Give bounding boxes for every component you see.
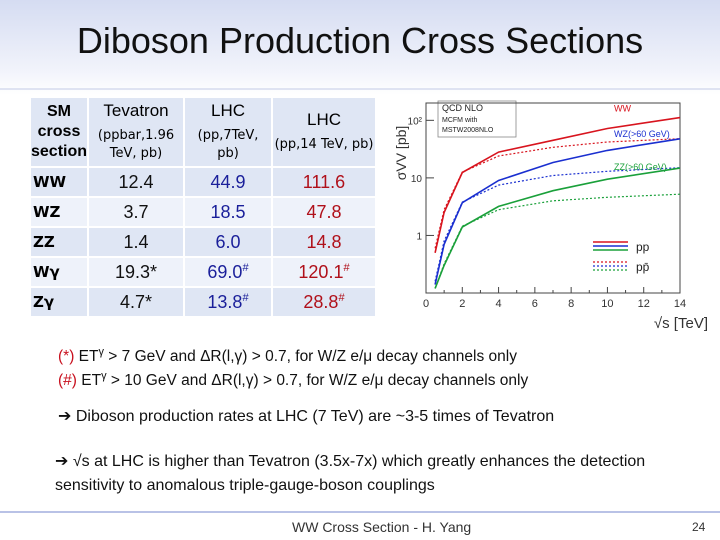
series-label: WZ(>60 GeV): [614, 128, 670, 139]
bullet-text: Diboson production rates at LHC (7 TeV) are ~3-5 times of Tevatron: [71, 408, 555, 425]
footnote-et: ET: [76, 372, 102, 390]
footnote-hash: [58, 370, 528, 390]
value-cell: 14.8: [272, 227, 376, 257]
y-tick-label: 10²: [407, 116, 422, 128]
value-cell: 44.9: [184, 167, 272, 197]
footnote-mark: #: [338, 291, 345, 304]
value-cell: 18.5: [184, 197, 272, 227]
plot-svg: [388, 95, 718, 335]
bullet-text: √s at LHC is higher than Tevatron (3.5x-7x) which greatly enhances the detection sensitivity to anomalous triple-gauge-boson couplings: [55, 453, 646, 494]
value-cell: 111.6: [272, 167, 376, 197]
legend-line: MSTW2008NLO: [442, 127, 494, 134]
table-corner-label: SM cross section: [31, 103, 88, 160]
table-row: [30, 257, 376, 287]
page-number: 24: [692, 520, 706, 534]
footnote-sup: γ: [101, 370, 107, 382]
arrow-icon: ➔: [55, 453, 69, 470]
footnote-text: > 10 GeV and ΔR(l,γ) > 0.7, for W/Z e/μ decay channels only: [106, 372, 529, 390]
x-tick-label: 6: [531, 298, 538, 310]
column-header-name: LHC: [306, 110, 341, 129]
cross-section-plot: [388, 95, 718, 335]
x-tick-label: 2: [459, 298, 466, 310]
value-cell: 12.4: [88, 167, 184, 197]
pp-legend: [593, 240, 650, 274]
value-cell: [184, 287, 272, 317]
value-text: 120.1: [298, 261, 344, 282]
value-cell: [272, 257, 376, 287]
value-text: 28.8: [303, 291, 339, 312]
process-cell: WZ: [30, 197, 88, 227]
value-cell: 47.8: [272, 197, 376, 227]
footnote-text: > 7 GeV and ΔR(l,γ) > 0.7, for W/Z e/μ decay channels only: [103, 348, 517, 366]
footer-divider: [0, 511, 720, 513]
column-header-sub: (pp,7TeV, pb): [197, 128, 259, 161]
process-cell: ZZ: [30, 227, 88, 257]
footnote-star: [58, 346, 517, 366]
column-header-name: LHC: [210, 101, 245, 120]
table-corner-cell: [30, 97, 88, 167]
plot-legend-box: [438, 101, 516, 137]
plot-series-labels: [614, 104, 670, 173]
legend-line: MCFM with: [442, 117, 478, 124]
value-text: 13.8: [207, 291, 243, 312]
value-cell: 4.7*: [88, 287, 184, 317]
footnote-mark: #: [242, 291, 249, 304]
plot-ylabel: σVV [pb]: [393, 125, 409, 181]
title-divider: [0, 88, 720, 90]
value-cell: [272, 287, 376, 317]
x-tick-label: 10: [601, 298, 614, 310]
table-row: [30, 167, 376, 197]
x-tick-label: 12: [637, 298, 650, 310]
table-row: [30, 227, 376, 257]
conclusion-bullet-1: [58, 406, 554, 426]
legend-line: QCD NLO: [442, 103, 484, 113]
table-row: [30, 197, 376, 227]
value-cell: 1.4: [88, 227, 184, 257]
x-tick-label: 4: [495, 298, 502, 310]
cross-section-table: [30, 97, 376, 317]
column-header-lhc7: [184, 97, 272, 167]
series-label: ZZ(>60 GeV): [614, 162, 667, 173]
y-tick-label: 10: [410, 173, 422, 185]
footnote-mark: #: [343, 261, 350, 274]
process-cell: Zγ: [30, 287, 88, 317]
column-header-name: Tevatron: [103, 101, 169, 120]
value-text: 69.0: [207, 261, 243, 282]
value-cell: 19.3*: [88, 257, 184, 287]
column-header-sub: (pp,14 TeV, pb): [274, 137, 374, 152]
x-tick-label: 8: [568, 298, 575, 310]
arrow-icon: ➔: [58, 408, 72, 425]
pp-legend-label: pp: [636, 240, 650, 254]
column-header-lhc14: [272, 97, 376, 167]
footnote-et: ET: [74, 348, 99, 366]
footer-text: WW Cross Section - H. Yang: [292, 519, 472, 535]
x-tick-label: 14: [673, 298, 687, 310]
column-header-tevatron: [88, 97, 184, 167]
y-tick-label: 1: [416, 231, 422, 243]
ppbar-legend-label: pp̄: [636, 260, 650, 274]
table-header-row: [30, 97, 376, 167]
value-cell: [184, 257, 272, 287]
value-cell: 3.7: [88, 197, 184, 227]
footnote-marker: (#): [58, 372, 77, 390]
process-cell: Wγ: [30, 257, 88, 287]
column-header-sub: (ppbar,1.96 TeV, pb): [97, 128, 175, 161]
footnote-marker: (*): [58, 348, 75, 366]
table-row: [30, 287, 376, 317]
footnote-mark: #: [242, 261, 249, 274]
plot-xlabel: √s [TeV]: [653, 315, 708, 332]
x-tick-label: 0: [422, 298, 430, 310]
process-cell: WW: [30, 167, 88, 197]
conclusion-bullet-2: [55, 450, 695, 498]
footnote-sup: γ: [98, 346, 104, 358]
series-line-ppbar: [435, 139, 680, 249]
series-label: WW: [614, 103, 631, 114]
value-cell: 6.0: [184, 227, 272, 257]
slide-title: Diboson Production Cross Sections: [76, 20, 644, 61]
